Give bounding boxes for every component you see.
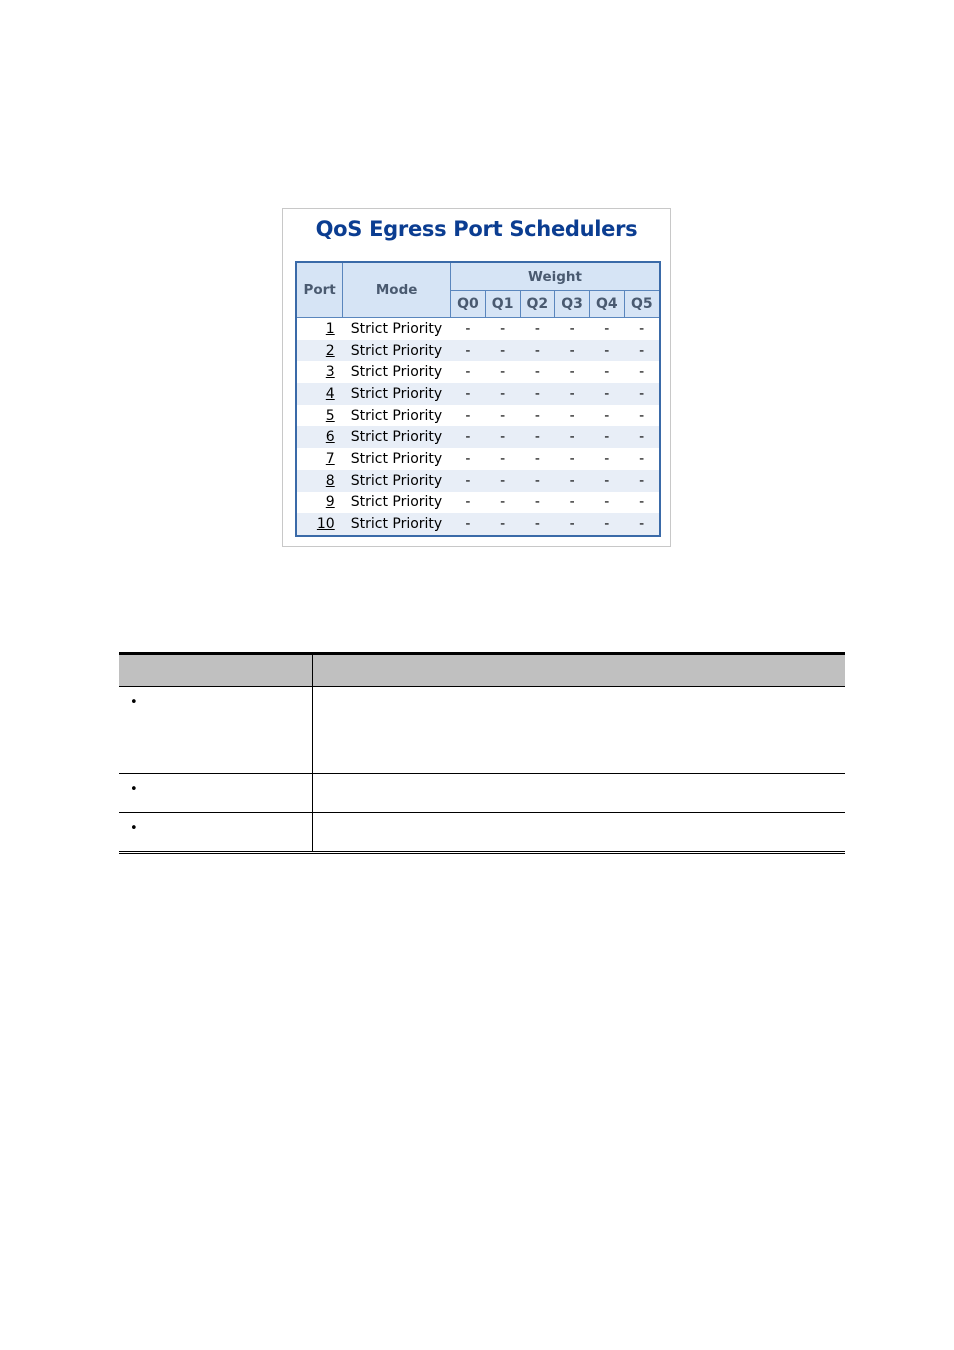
queue-header-q5: Q5 <box>624 291 660 318</box>
weight-cell-q5: - <box>639 407 645 424</box>
weight-cell-q3: - <box>555 426 590 448</box>
mode-cell: Strict Priority <box>350 450 443 467</box>
object-cell <box>119 687 313 774</box>
port-link-9[interactable]: 9 <box>325 494 335 511</box>
weight-cell-q0: - <box>465 494 471 511</box>
weight-cell-q0: - <box>451 383 486 405</box>
bullet-icon: • <box>130 821 138 836</box>
weight-cell-q4: - <box>604 494 610 511</box>
weight-cell-q2: - <box>520 470 555 492</box>
weight-cell-q5: - <box>639 364 645 381</box>
weight-cell-q0: - <box>451 426 486 448</box>
table-row <box>296 448 660 470</box>
port-cell <box>296 492 343 514</box>
object-cell <box>119 813 313 853</box>
mode-cell: Strict Priority <box>350 320 443 337</box>
mode-cell: Strict Priority <box>343 383 451 405</box>
port-link-4[interactable]: 4 <box>325 385 335 402</box>
weight-cell-q1: - <box>500 320 506 337</box>
mode-cell: Strict Priority <box>343 340 451 362</box>
object-cell <box>119 774 313 813</box>
weight-cell-q4: - <box>589 470 624 492</box>
weight-cell-q2: - <box>520 383 555 405</box>
schedulers-table <box>295 261 661 537</box>
weight-cell-q3: - <box>569 364 575 381</box>
table-row <box>119 774 845 813</box>
port-link-3[interactable]: 3 <box>325 364 335 381</box>
weight-cell-q3: - <box>555 340 590 362</box>
weight-cell-q1: - <box>485 470 520 492</box>
weight-cell-q4: - <box>604 450 610 467</box>
queue-header-q2: Q2 <box>520 291 555 318</box>
port-cell <box>296 470 343 492</box>
table-row <box>119 813 845 853</box>
description-cell <box>313 813 846 853</box>
weight-cell-q2: - <box>534 450 540 467</box>
port-cell <box>296 340 343 362</box>
table-row <box>296 426 660 448</box>
bullet-icon: • <box>130 695 138 710</box>
port-cell <box>296 318 343 340</box>
port-link-7[interactable]: 7 <box>325 450 335 467</box>
weight-cell-q2: - <box>534 320 540 337</box>
mode-cell: Strict Priority <box>343 513 451 536</box>
weight-cell-q1: - <box>500 407 506 424</box>
weight-cell-q3: - <box>569 407 575 424</box>
weight-cell-q4: - <box>589 340 624 362</box>
queue-header-q4: Q4 <box>589 291 624 318</box>
weight-cell-q5: - <box>639 320 645 337</box>
weight-cell-q1: - <box>485 513 520 536</box>
table-row <box>119 687 845 774</box>
weight-cell-q2: - <box>520 426 555 448</box>
table-row <box>296 405 660 427</box>
mode-cell: Strict Priority <box>343 426 451 448</box>
mode-cell: Strict Priority <box>350 494 443 511</box>
queue-header-q0: Q0 <box>451 291 486 318</box>
weight-cell-q2: - <box>534 364 540 381</box>
weight-cell-q4: - <box>589 513 624 536</box>
weight-cell-q0: - <box>465 364 471 381</box>
table-row <box>296 492 660 514</box>
port-cell <box>296 405 343 427</box>
mode-cell: Strict Priority <box>343 470 451 492</box>
queue-header-q1: Q1 <box>485 291 520 318</box>
weight-cell-q5: - <box>624 340 660 362</box>
weight-cell-q2: - <box>534 407 540 424</box>
weight-cell-q4: - <box>589 383 624 405</box>
weight-cell-q3: - <box>569 494 575 511</box>
weight-cell-q3: - <box>555 470 590 492</box>
weight-column-header: Weight <box>451 262 660 291</box>
port-link-6[interactable]: 6 <box>325 429 335 446</box>
table-row <box>296 513 660 536</box>
qos-egress-port-schedulers-panel <box>282 208 671 547</box>
port-column-header: Port <box>296 262 343 318</box>
queue-header-q3: Q3 <box>555 291 590 318</box>
weight-cell-q5: - <box>624 513 660 536</box>
weight-cell-q5: - <box>639 494 645 511</box>
weight-cell-q5: - <box>624 383 660 405</box>
weight-cell-q1: - <box>500 450 506 467</box>
port-link-5[interactable]: 5 <box>325 407 335 424</box>
weight-cell-q0: - <box>465 320 471 337</box>
description-column-header <box>313 654 846 687</box>
weight-cell-q3: - <box>555 383 590 405</box>
description-cell <box>313 687 846 774</box>
weight-cell-q1: - <box>485 340 520 362</box>
weight-cell-q4: - <box>604 320 610 337</box>
table-row <box>296 383 660 405</box>
weight-cell-q0: - <box>451 340 486 362</box>
weight-cell-q1: - <box>500 364 506 381</box>
weight-cell-q3: - <box>569 320 575 337</box>
port-cell <box>296 426 343 448</box>
port-link-10[interactable]: 10 <box>316 516 335 533</box>
port-link-1[interactable]: 1 <box>325 320 335 337</box>
description-table <box>119 652 845 854</box>
weight-cell-q5: - <box>624 426 660 448</box>
weight-cell-q2: - <box>520 513 555 536</box>
weight-cell-q0: - <box>451 470 486 492</box>
mode-column-header: Mode <box>343 262 451 318</box>
weight-cell-q0: - <box>465 407 471 424</box>
weight-cell-q1: - <box>485 383 520 405</box>
port-link-2[interactable]: 2 <box>325 342 335 359</box>
table-row <box>296 340 660 362</box>
weight-cell-q1: - <box>485 426 520 448</box>
port-cell <box>296 513 343 536</box>
weight-cell-q5: - <box>639 450 645 467</box>
port-cell <box>296 361 343 383</box>
weight-cell-q3: - <box>569 450 575 467</box>
port-cell <box>296 383 343 405</box>
weight-cell-q3: - <box>555 513 590 536</box>
weight-cell-q4: - <box>589 426 624 448</box>
weight-cell-q5: - <box>624 470 660 492</box>
weight-cell-q2: - <box>534 494 540 511</box>
weight-cell-q2: - <box>520 340 555 362</box>
weight-cell-q1: - <box>500 494 506 511</box>
bullet-icon: • <box>130 782 138 797</box>
mode-cell: Strict Priority <box>350 407 443 424</box>
weight-cell-q0: - <box>465 450 471 467</box>
weight-cell-q4: - <box>604 364 610 381</box>
table-row <box>296 470 660 492</box>
object-column-header <box>119 654 313 687</box>
weight-cell-q0: - <box>451 513 486 536</box>
mode-cell: Strict Priority <box>350 364 443 381</box>
description-cell <box>313 774 846 813</box>
weight-cell-q4: - <box>604 407 610 424</box>
table-row <box>296 361 660 383</box>
table-row <box>296 318 660 340</box>
port-cell <box>296 448 343 470</box>
page-title: QoS Egress Port Schedulers <box>315 217 638 241</box>
port-link-8[interactable]: 8 <box>325 472 335 489</box>
